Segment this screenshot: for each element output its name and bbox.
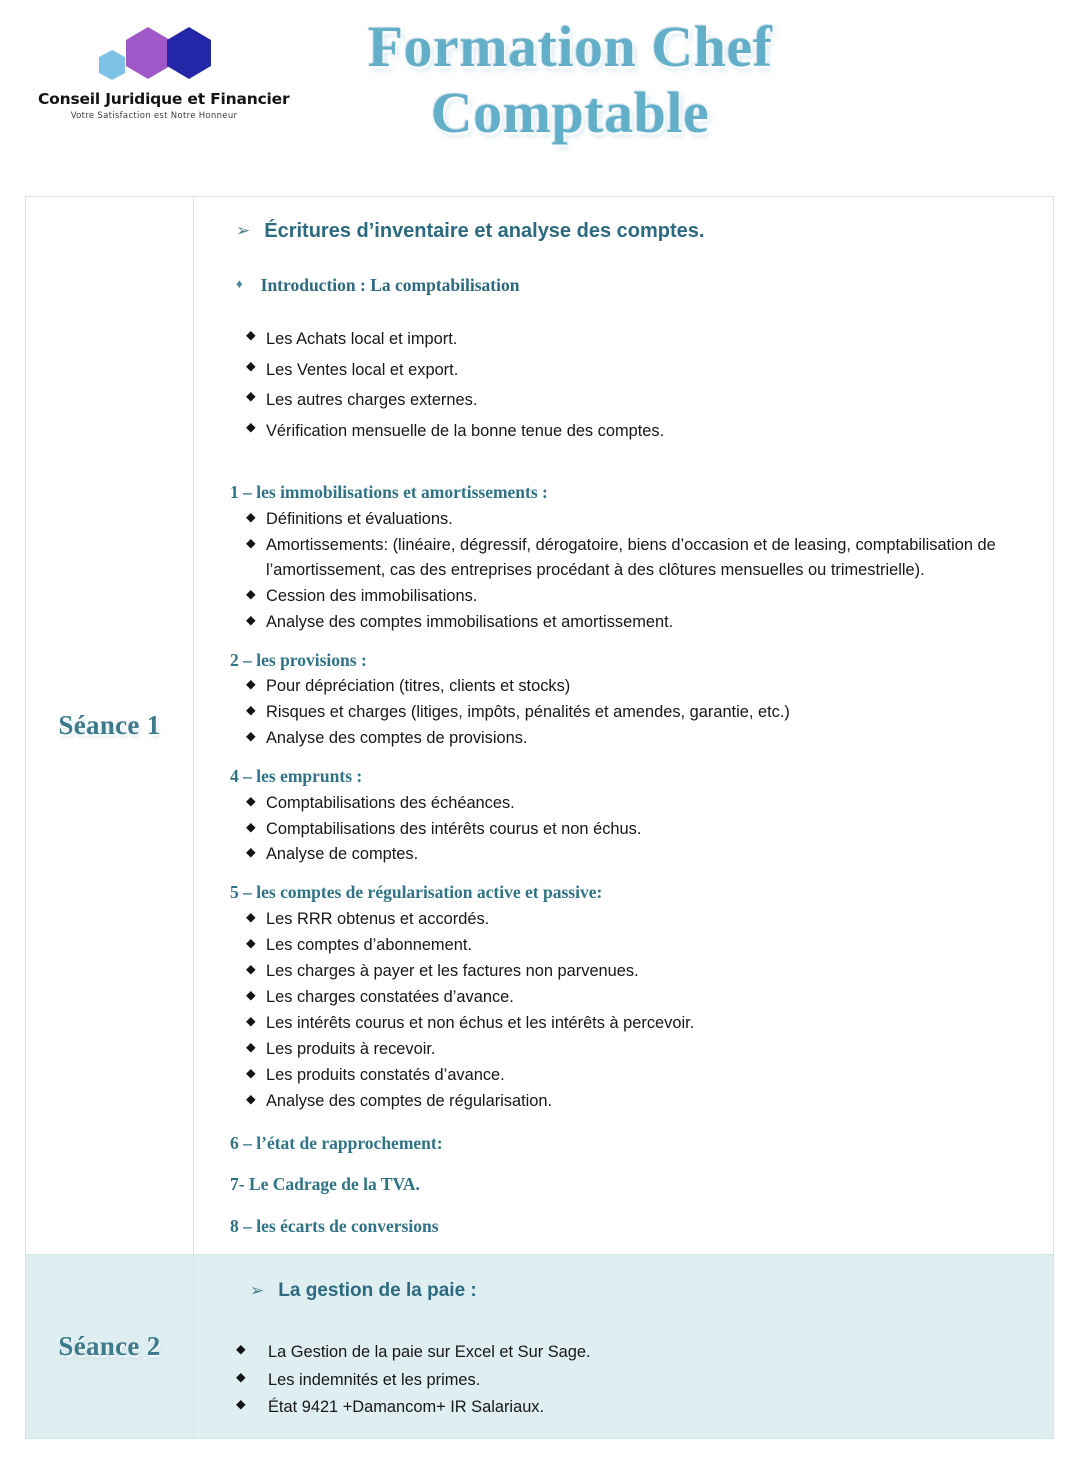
session-content-seance-1 xyxy=(194,197,1054,1255)
numbered-section-5-heading: 5 – les comptes de régularisation active et passive: xyxy=(230,882,603,903)
numbered-section-5 xyxy=(224,881,1031,1113)
numbered-section-1-items xyxy=(224,507,1031,635)
training-schedule-table xyxy=(25,196,1054,1439)
diamond-bullet-icon: ◆ xyxy=(246,961,256,976)
list-item-label: Analyse de comptes. xyxy=(266,845,419,864)
list-item xyxy=(224,959,1031,984)
diamond-bullet-icon: ◆ xyxy=(246,1065,256,1080)
list-item-label: Analyse des comptes de régularisation. xyxy=(266,1091,553,1110)
hexagon-purple-icon xyxy=(126,27,170,79)
list-item-label: Pour dépréciation (titres, clients et stocks) xyxy=(266,677,571,696)
numbered-section-4-heading: 4 – les emprunts : xyxy=(230,765,363,786)
document-header xyxy=(0,0,1080,185)
numbered-section-7-heading: 7- Le Cadrage de la TVA. xyxy=(230,1174,420,1195)
list-item-label: Les charges à payer et les factures non parvenues. xyxy=(266,961,639,980)
list-item xyxy=(224,417,1031,447)
list-item-label: Les Ventes local et export. xyxy=(266,360,459,379)
diamond-bullet-icon: ◆ xyxy=(246,729,256,743)
list-item-label: Les comptes d’abonnement. xyxy=(266,935,472,954)
list-item-label: Définitions et évaluations. xyxy=(266,509,453,528)
numbered-section-8-heading: 8 – les écarts de conversions xyxy=(230,1215,439,1236)
list-item xyxy=(224,1339,1031,1366)
list-item xyxy=(224,325,1031,355)
list-item-label: Les produits à recevoir. xyxy=(266,1039,436,1058)
diamond-bullet-icon: ◆ xyxy=(236,1342,246,1357)
diamond-bullet-icon: ◆ xyxy=(246,1013,256,1028)
diamond-bullet-icon: ◆ xyxy=(246,935,256,950)
list-item-label: Comptabilisations des intérêts courus et non échus. xyxy=(266,819,642,838)
numbered-section-4-items xyxy=(224,791,1031,868)
company-tagline: Votre Satisfaction est Notre Honneur xyxy=(70,111,238,121)
list-item-label: Risques et charges (litiges, impôts, pénalités et amendes, garantie, etc.) xyxy=(266,703,790,722)
list-item xyxy=(224,791,1031,816)
three-hexagons-logo xyxy=(69,16,239,88)
diamond-bullet-icon: ◆ xyxy=(246,987,256,1002)
list-item-label: Les Achats local et import. xyxy=(266,329,458,348)
list-item-label: Vérification mensuelle de la bonne tenue des comptes. xyxy=(266,422,665,441)
diamond-bullet-icon: ◆ xyxy=(236,1397,246,1412)
list-item-label: La Gestion de la paie sur Excel et Sur Sage. xyxy=(268,1343,591,1362)
seance1-intro-items xyxy=(224,325,1031,447)
table-row-seance-2 xyxy=(26,1255,1054,1438)
numbered-section-2-heading: 2 – les provisions : xyxy=(230,649,367,670)
list-item-label: Cession des immobilisations. xyxy=(266,586,478,605)
diamond-bullet-icon: ◆ xyxy=(246,1091,256,1106)
diamond-bullet-icon: ◆ xyxy=(246,819,256,834)
list-item-label: Analyse des comptes immobilisations et amortissement. xyxy=(266,612,674,631)
diamond-bullet-icon: ◆ xyxy=(246,845,256,860)
list-item xyxy=(224,1367,1031,1394)
list-item-label: État 9421 +Damancom+ IR Salariaux. xyxy=(268,1398,545,1417)
diamond-bullet-icon: ◆ xyxy=(246,358,256,373)
diamond-bullet-icon: ◆ xyxy=(246,509,256,524)
numbered-section-1 xyxy=(224,481,1031,634)
seance2-items xyxy=(224,1339,1031,1421)
seance1-introduction xyxy=(236,274,1031,297)
diamond-bullet-icon: ◆ xyxy=(246,1039,256,1054)
list-item xyxy=(224,933,1031,958)
numbered-section-6-heading: 6 – l’état de rapprochement: xyxy=(230,1132,443,1153)
list-item xyxy=(224,1037,1031,1062)
company-logo xyxy=(38,16,290,121)
numbered-section-1-heading: 1 – les immobilisations et amortissements : xyxy=(230,482,548,503)
list-item xyxy=(224,584,1031,609)
list-item xyxy=(224,356,1031,386)
list-item xyxy=(224,726,1031,751)
list-item-label: Les charges constatées d’avance. xyxy=(266,987,514,1006)
session-label-seance-1: Séance 1 xyxy=(26,197,194,1255)
list-item xyxy=(224,817,1031,842)
list-item xyxy=(224,507,1031,532)
session-label-seance-2: Séance 2 xyxy=(26,1255,194,1438)
list-item-label: Les indemnités et les primes. xyxy=(268,1370,481,1389)
list-item xyxy=(224,1011,1031,1036)
list-item xyxy=(224,1089,1031,1114)
list-item xyxy=(224,700,1031,725)
list-item-label: Analyse des comptes de provisions. xyxy=(266,729,528,747)
arrow-bullet-icon: ➢ xyxy=(236,221,251,240)
list-item xyxy=(224,1063,1031,1088)
numbered-section-2 xyxy=(224,649,1031,751)
diamond-bullet-icon: ♦ xyxy=(236,276,243,291)
seance2-main-heading-text: La gestion de la paie : xyxy=(278,1280,477,1302)
seance1-main-heading xyxy=(236,219,1031,244)
seance2-main-heading xyxy=(250,1279,1031,1303)
hexagon-light-blue-icon xyxy=(99,50,125,80)
diamond-bullet-icon: ◆ xyxy=(246,612,256,627)
diamond-bullet-icon: ◆ xyxy=(246,535,256,550)
list-item xyxy=(224,533,1031,583)
hexagon-logo-svg xyxy=(69,16,239,88)
diamond-bullet-icon: ◆ xyxy=(246,586,256,601)
page-title: Formation Chef Comptable xyxy=(367,14,773,145)
seance1-main-heading-text: Écritures d’inventaire et analyse des comptes. xyxy=(264,220,705,242)
diamond-bullet-icon: ◆ xyxy=(246,420,256,435)
list-item-label: Les produits constatés d’avance. xyxy=(266,1065,505,1084)
list-item xyxy=(224,1394,1031,1421)
diamond-bullet-icon: ◆ xyxy=(246,910,256,924)
list-item-label: Les RRR obtenus et accordés. xyxy=(266,910,490,928)
numbered-section-5-items xyxy=(224,907,1031,1114)
list-item xyxy=(224,907,1031,932)
list-item-label: Les autres charges externes. xyxy=(266,391,478,410)
company-name: Conseil Juridique et Financier xyxy=(38,90,290,108)
list-item xyxy=(224,985,1031,1010)
list-item xyxy=(224,386,1031,416)
list-item-label: Les intérêts courus et non échus et les intérêts à percevoir. xyxy=(266,1013,695,1032)
numbered-section-2-items xyxy=(224,674,1031,751)
list-item xyxy=(224,674,1031,699)
list-item xyxy=(224,610,1031,635)
hexagon-navy-icon xyxy=(167,27,211,79)
session-content-seance-2 xyxy=(194,1255,1054,1438)
list-item xyxy=(224,842,1031,867)
diamond-bullet-icon: ◆ xyxy=(246,677,256,692)
diamond-bullet-icon: ◆ xyxy=(246,703,256,718)
list-item-label: Amortissements: (linéaire, dégressif, dérogatoire, biens d’occasion et de leasing, comptabilisation de l’amortissement, cas des entreprises procédant à des clôtures mensuelles ou trimestrielle). xyxy=(266,535,996,579)
numbered-section-4 xyxy=(224,765,1031,867)
diamond-bullet-icon: ◆ xyxy=(246,389,256,404)
diamond-bullet-icon: ◆ xyxy=(246,793,256,808)
diamond-bullet-icon: ◆ xyxy=(236,1369,246,1384)
table-row-seance-1 xyxy=(26,197,1054,1255)
seance1-introduction-text: Introduction : La comptabilisation xyxy=(260,275,520,295)
diamond-bullet-icon: ◆ xyxy=(246,327,256,342)
list-item-label: Comptabilisations des échéances. xyxy=(266,793,515,812)
arrow-bullet-icon: ➢ xyxy=(250,1281,265,1301)
